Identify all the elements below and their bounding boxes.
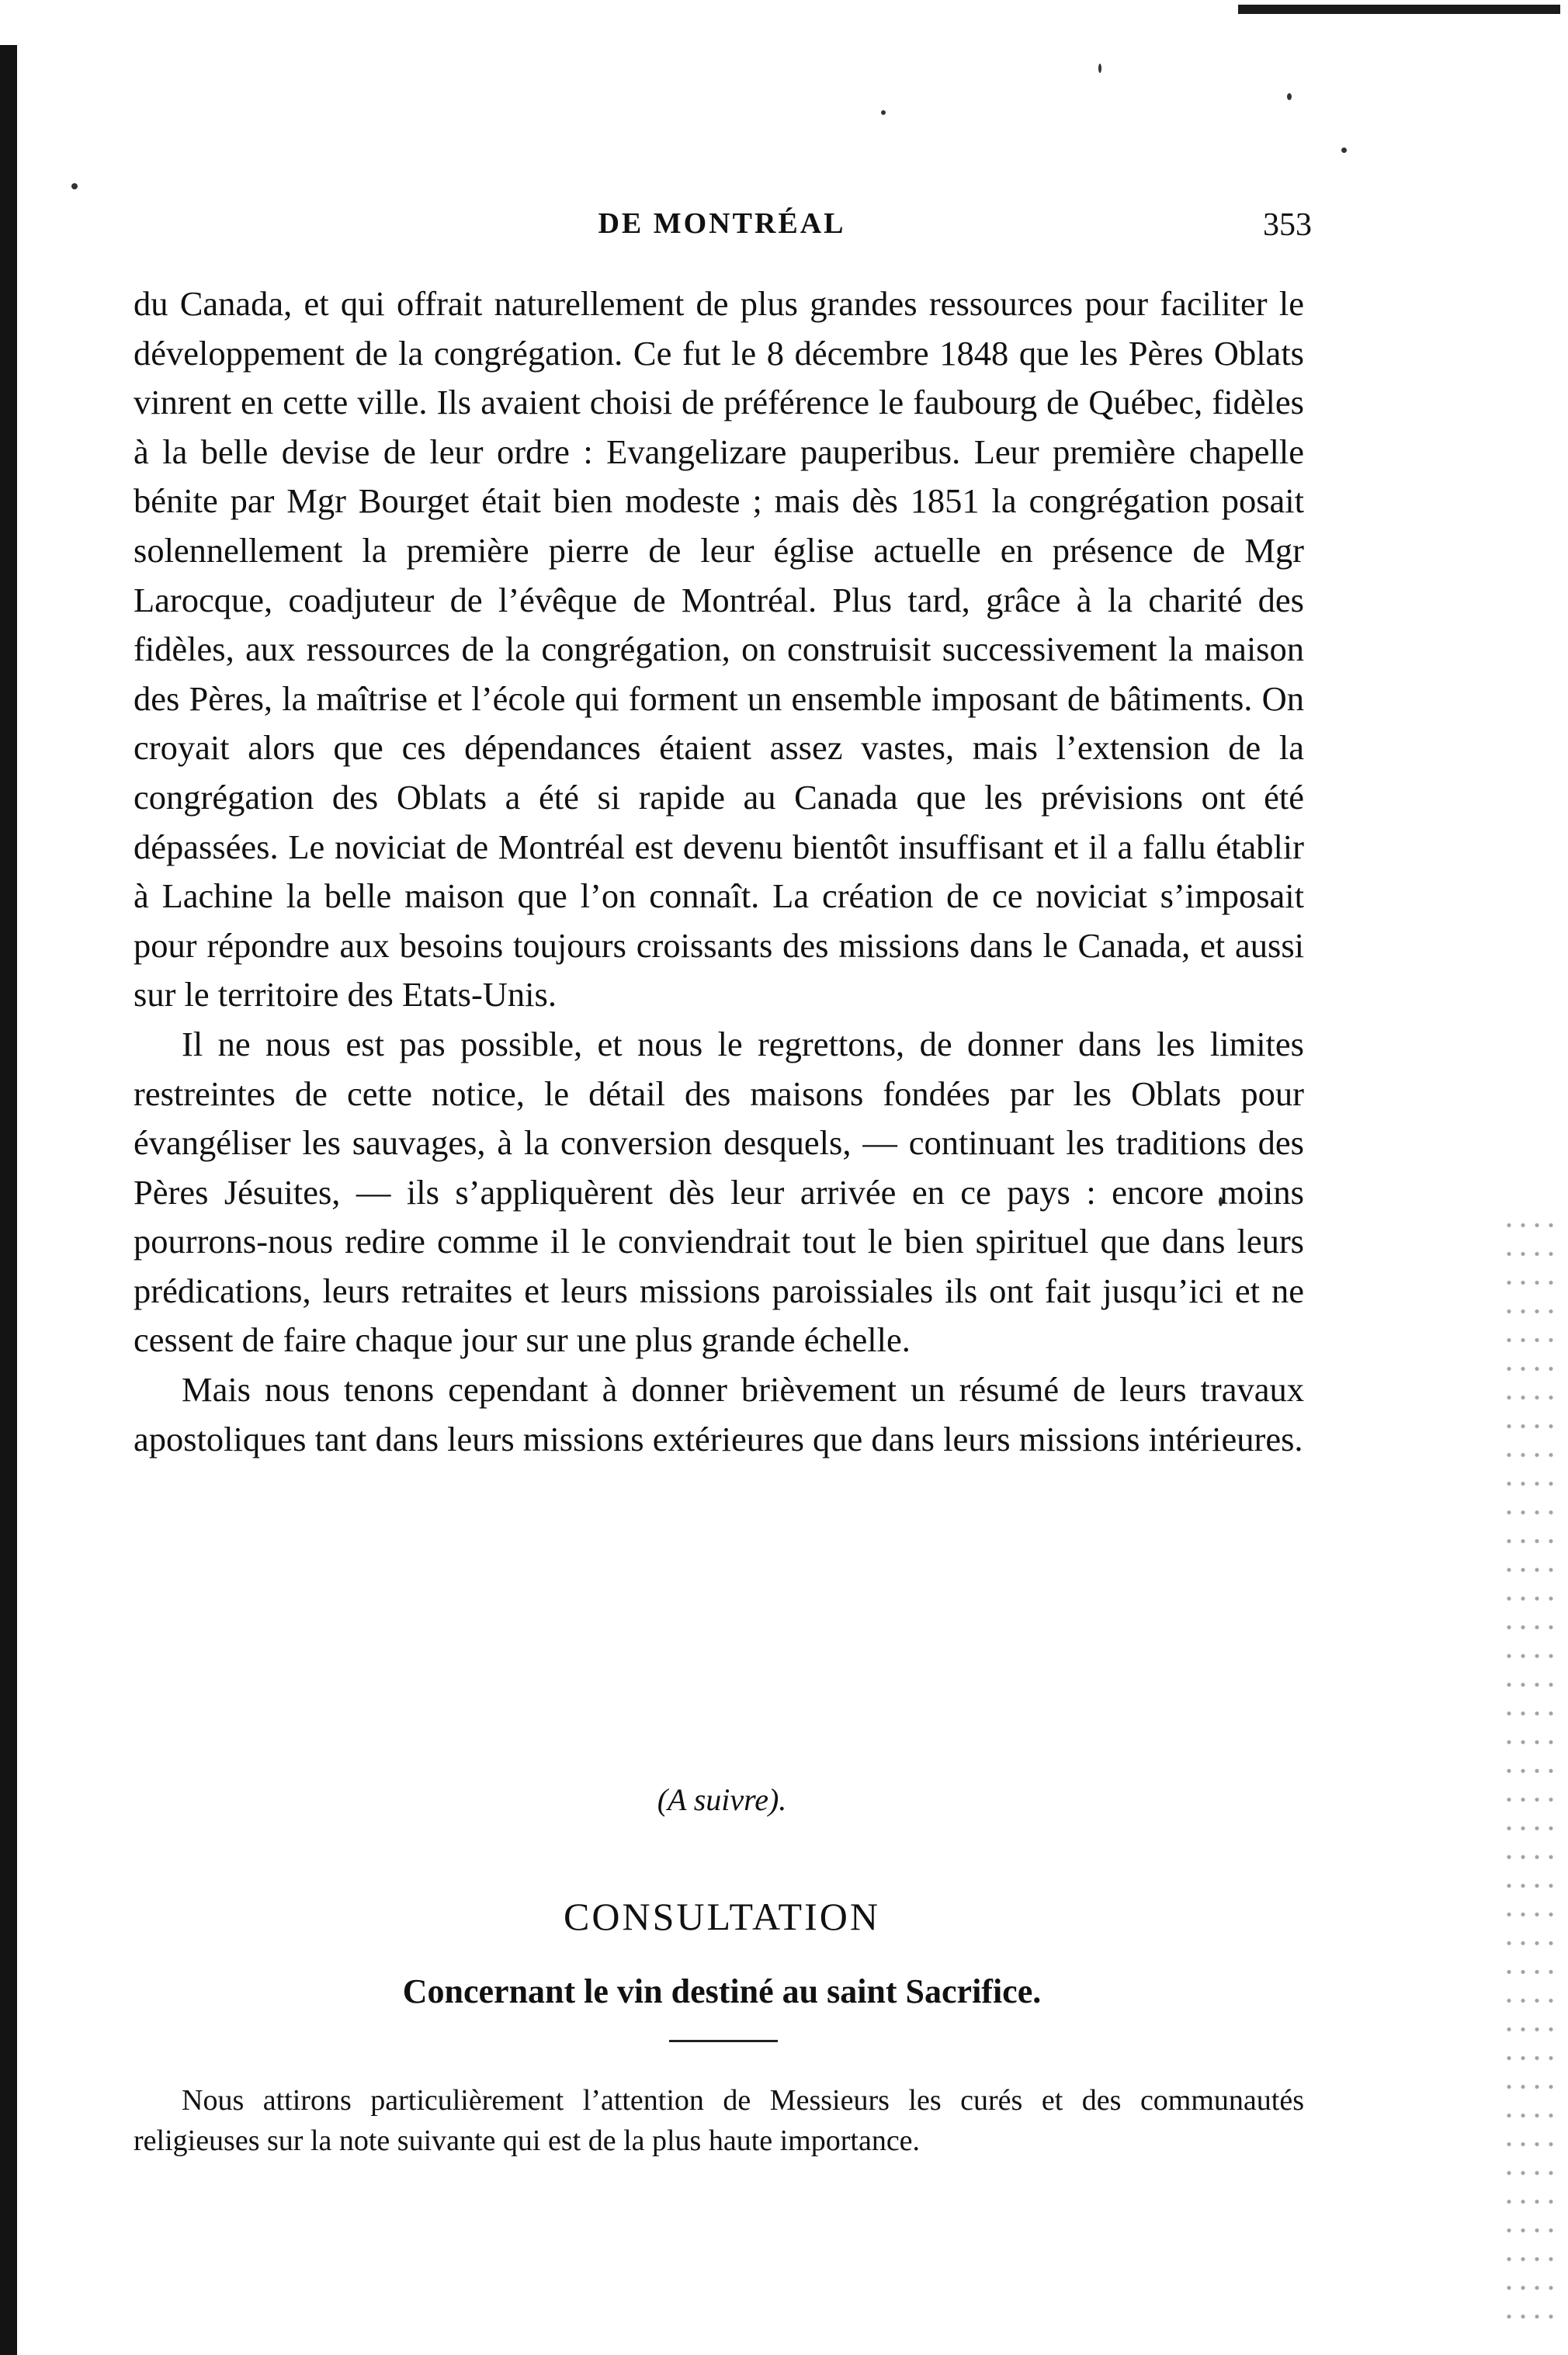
scan-speck	[71, 183, 78, 189]
page-number: 353	[1263, 207, 1312, 243]
scan-speck	[881, 110, 886, 115]
article-body	[134, 279, 1304, 1464]
scan-speck	[1341, 147, 1347, 153]
running-head-title: DE MONTRÉAL	[598, 207, 846, 240]
paragraph: Mais nous tenons cependant à donner brièvement un résumé de leurs travaux apostoliques tant dans leurs missions extérieures que dans leurs missions intérieures.	[134, 1370, 1304, 1458]
paragraph: du Canada, et qui offrait naturellement de plus grandes ressources pour faciliter le développement de la congrégation. Ce fut le 8 décembre 1848 que les Pères Oblats vinrent en cette ville. Ils avaient choisi de préférence le faubourg de Québec, fidèles à la belle devise de leur ordre : Evangelizare pauperibus. Leur première chapelle bénite par Mgr Bourget était bien modeste ; mais dès 1851 la congrégation posait solennellement la première pierre de leur église actuelle en présence de Mgr Larocque, coadjuteur de l’évêque de Montréal. Plus tard, grâce à la charité des fidèles, aux ressources de la congrégation, on construisit successivement la maison des Pères, la maîtrise et l’école qui forment un ensemble imposant de bâtiments. On croyait alors que ces dépendances étaient assez vastes, mais l’extension de la congrégation des Oblats a été si rapide au Canada que les prévisions ont été dépassées. Le noviciat de Montréal est devenu bientôt insuffisant et il a fallu établir à Lachine la belle maison que l’on connaît. La création de ce noviciat s’imposait pour répondre aux besoins toujours croissants des missions dans le Canada, et aussi sur le territoire des Etats-Unis.	[134, 284, 1304, 1014]
continued-note: (A suivre).	[657, 1782, 787, 1817]
scan-speck	[1287, 93, 1292, 100]
scan-speck	[1098, 64, 1101, 73]
section-title: CONSULTATION	[564, 1895, 880, 1938]
running-head	[132, 206, 1312, 253]
scan-edge	[0, 45, 17, 2355]
paragraph: Il ne nous est pas possible, et nous le regrettons, de donner dans les limites restreintes de cette notice, le détail des maisons fondées par les Oblats pour évangéliser les sauvages, à la conversion desquels, — continuant les traditions des Pères Jésuites, — ils s’appliquèrent dès leur arrivée en ce pays : encore moins pourrons-nous redire comme il le conviendrait tout le bien spirituel que dans leurs prédications, leurs retraites et leurs missions paroissiales ils ont fait jusqu’ici et ne cessent de faire chaque jour sur une plus grande échelle.	[134, 1024, 1304, 1360]
section-subtitle: Concernant le vin destiné au saint Sacrifice.	[402, 1972, 1042, 2010]
scan-margin-dots	[1502, 1211, 1556, 2329]
consultation-note	[134, 2080, 1304, 2161]
scan-top-rule	[1238, 5, 1560, 14]
divider	[669, 2040, 778, 2042]
note-paragraph: Nous attirons particulièrement l’attention de Messieurs les curés et des communautés religieuses sur la note suivante qui est de la plus haute importance.	[134, 2084, 1304, 2157]
